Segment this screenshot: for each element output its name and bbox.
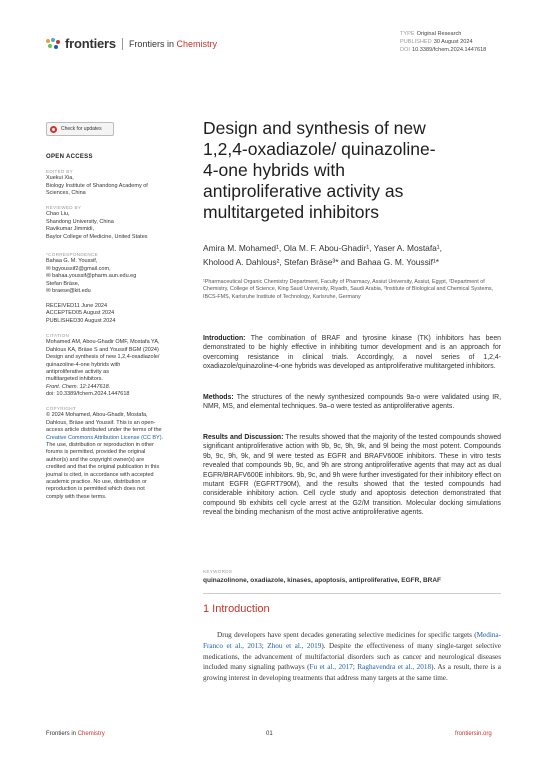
copyright-line: author(s) and the copyright owner(s) are bbox=[46, 456, 145, 463]
footer-journal-prefix: Frontiers in bbox=[46, 731, 77, 737]
abstract-methods-label: Methods: bbox=[203, 394, 234, 401]
abstract-introduction bbox=[203, 334, 501, 372]
abstract-methods-text: The structures of the newly synthesized compounds 9a-o were validated using IR, NMR, MS, and elemental techniques. 9a–o were tested as antiproliferative agents. bbox=[203, 394, 501, 411]
journal-logo[interactable] bbox=[46, 36, 217, 51]
type-label: TYPE bbox=[400, 31, 415, 37]
email-link[interactable]: ✉ bgyoussif2@gmail.com, bbox=[46, 265, 111, 272]
copyright-line: credited and that the original publication in this bbox=[46, 464, 160, 471]
copyright-label: COPYRIGHT bbox=[46, 406, 77, 411]
copyright-line: reproduction is permitted which does not bbox=[46, 486, 145, 493]
footer-journal-name: Chemistry bbox=[77, 731, 105, 737]
page-number: 01 bbox=[266, 731, 273, 737]
article-meta bbox=[400, 30, 486, 54]
footer-journal bbox=[46, 731, 105, 737]
reviewer-line: Ravikumar Jimmidi, bbox=[46, 226, 94, 233]
accepted-label: ACCEPTED bbox=[46, 310, 76, 317]
copyright-line: forums is permitted, provided the original bbox=[46, 449, 146, 456]
abstract-results bbox=[203, 433, 501, 518]
copyright-line: access article distributed under the terms of the bbox=[46, 427, 162, 434]
copyright-line: Dahlous, Bräse and Youssif. This is an open- bbox=[46, 419, 156, 426]
correspondence-block bbox=[46, 251, 186, 295]
article-title: Design and synthesis of new 1,2,4-oxadiazole/ quinazoline-4-one hybrids with antiproliferative activity as multitargeted inhibitors bbox=[203, 118, 436, 222]
reference-link[interactable]: Zhou et al., 2019 bbox=[267, 641, 322, 650]
published-side-label: PUBLISHED bbox=[46, 317, 78, 324]
citation-line: Design and synthesis of new 1,2,4-oxadiazole/ bbox=[46, 354, 160, 361]
citation-line: antiproliferative activity as bbox=[46, 369, 109, 376]
brand-name: frontiers bbox=[65, 36, 116, 51]
accepted-date: 05 August 2024 bbox=[75, 310, 115, 317]
abstract-results-text: The results showed that the majority of the tested compounds showed significant antiproliferative action with 9b, 9c, 9h, 9k, and 9l being the most potent. Compounds 9b, 9c, 9h, 9k, and 9l were tested as EGFR and BRAFV600E inhibitors. These in vitro tests revealed that compounds 9b, 9c, and 9h are strong antiproliferative agents that may act as dual EGFR/BRAFV600E inhibitors. 9b, 9c, and 9h were further investigated for their inhibitory effect on mutant EGFR (EGFRT790M), and the results showed that the tested compounds had considerable inhibitory action. Cell cycle study and apoptosis detection demonstrated that compound 9b exhibits cell cycle arrest at the G2/M transition. Molecular docking simulations reveal the binding mechanism of the most active antiproliferative agents. bbox=[203, 434, 501, 517]
copyright-line: academic practice. No use, distribution or bbox=[46, 479, 147, 486]
citation-line: Mohamed AM, Abou-Ghadir OMF, Mostafa YA, bbox=[46, 339, 160, 346]
citation-line: multitargeted inhibitors. bbox=[46, 376, 103, 383]
frontiers-logo-icon bbox=[46, 38, 62, 50]
abstract-intro-text: The combination of BRAF and tyrosine kinase (TK) inhibitors has been demonstrated to be highly effective in inhibiting tumor development and is an approach for overcoming resistance in clinical trials. Accordingly, a novel series of 1,2,4-oxadiazole/quinazoline-4-one hybrids was developed as antiproliferative multitargeted inhibitors. bbox=[203, 335, 502, 371]
reviewer-line: Chao Liu, bbox=[46, 211, 70, 218]
keywords-label: KEYWORDS bbox=[203, 569, 233, 574]
check-for-updates-button[interactable] bbox=[46, 122, 114, 136]
copyright-line: journal is cited, in accordance with accepted bbox=[46, 471, 154, 478]
correspondent-name: Bahaa G. M. Youssif, bbox=[46, 258, 98, 265]
published-label: PUBLISHED bbox=[400, 39, 432, 45]
journal-name bbox=[129, 39, 217, 49]
reviewed-by-block bbox=[46, 204, 186, 241]
section-heading: 1 Introduction bbox=[203, 603, 270, 615]
reference-link[interactable]: Fu et al., 2017 bbox=[309, 663, 353, 672]
reference-link[interactable]: Raghavendra et al., 2018 bbox=[357, 663, 432, 672]
logo-divider bbox=[122, 38, 123, 50]
edited-by-label: EDITED BY bbox=[46, 169, 73, 174]
dates-block bbox=[46, 303, 186, 325]
citation-block bbox=[46, 332, 186, 399]
open-access-label: OPEN ACCESS bbox=[46, 154, 93, 160]
reviewer-line: Shandong University, China bbox=[46, 218, 114, 225]
authors-line[interactable]: Amira M. Mohamed¹, Ola M. F. Abou-Ghadir¹, Yaser A. Mostafa¹, bbox=[203, 243, 442, 253]
reviewed-by-label: REVIEWED BY bbox=[46, 205, 82, 210]
published-side-date: 30 August 2024 bbox=[77, 317, 116, 324]
reviewer-line: Baylor College of Medicine, United States bbox=[46, 233, 148, 240]
check-updates-label: Check for updates bbox=[61, 126, 102, 132]
citation-line: quinazoline-4-one hybrids with bbox=[46, 361, 121, 368]
keywords: quinazolinone, oxadiazole, kinases, apoptosis, antiproliferative, EGFR, BRAF bbox=[203, 577, 442, 584]
authors-line[interactable]: Kholood A. Dahlous², Stefan Bräse³* and Bahaa G. M. Youssif¹* bbox=[203, 256, 440, 267]
correspondence-label: *CORRESPONDENCE bbox=[46, 252, 98, 257]
update-ring-icon bbox=[50, 126, 57, 133]
author-list bbox=[203, 242, 503, 269]
intro-text: ). As a result, there is a growing interest in developing treatments that address many targets at the same time. bbox=[203, 663, 501, 683]
received-date: 11 June 2024 bbox=[74, 303, 108, 309]
reference-link[interactable]: Medina-Franco et al., 2013 bbox=[203, 631, 501, 650]
editor-line: Sciences, China bbox=[46, 190, 86, 197]
citation-label: CITATION bbox=[46, 333, 70, 338]
journal-title: Chemistry bbox=[176, 38, 217, 49]
copyright-line: © 2024 Mohamed, Abou-Ghadir, Mostafa, bbox=[46, 412, 148, 419]
section-divider bbox=[203, 593, 501, 594]
copyright-block bbox=[46, 405, 186, 501]
citation-doi[interactable]: doi: 10.3389/fchem.2024.1447618 bbox=[46, 391, 130, 398]
copyright-line: The use, distribution or reproduction in other bbox=[46, 442, 154, 449]
intro-text: Drug developers have spent decades generating selective medicines for specific targets ( bbox=[217, 631, 477, 639]
license-link[interactable]: Creative Commons Attribution License (CC BY). bbox=[46, 434, 164, 441]
introduction-paragraph: Drug developers have spent decades generating selective medicines for specific targets (Medina-Franco et al., 2013; Zhou et al., 2019). Despite the effectiveness of many single-target selective medications, the advancement of multifactorial disorders such as cancer and neurological diseases included many signaling pathways (Fu et al., 2017; Raghavendra et al., 2018). As a result, there is a growing interest in developing treatments that address many targets at the same time. bbox=[203, 631, 501, 683]
email-link[interactable]: ✉ bahaa.youssif@pharm.aun.edu.eg bbox=[46, 273, 137, 280]
received-label: RECEIVED bbox=[46, 303, 75, 309]
intro-text: ). Despite the effectiveness of many single-target selective medications, the advancement of multifactorial disorders such as cancer and neurological diseases included many signaling pathways ( bbox=[203, 641, 501, 672]
abstract-results-label: Results and Discussion: bbox=[203, 434, 284, 441]
correspondent-name: Stefan Bräse, bbox=[46, 280, 80, 287]
published-value: 30 August 2024 bbox=[433, 39, 473, 45]
editor-line: Xuekui Xia, bbox=[46, 175, 74, 182]
abstract-intro-label: Introduction: bbox=[203, 335, 246, 342]
abstract-methods bbox=[203, 393, 501, 412]
type-value: Original Research bbox=[416, 31, 462, 37]
doi-link[interactable]: 10.3389/fchem.2024.1447618 bbox=[411, 47, 487, 53]
copyright-line: comply with these terms. bbox=[46, 493, 107, 500]
editor-line: Biology Institute of Shandong Academy of bbox=[46, 182, 148, 189]
journal-prefix: Frontiers in bbox=[128, 38, 174, 49]
affiliations: ¹Pharmaceutical Organic Chemistry Department, Faculty of Pharmacy, Assiut University, Assiut, Egypt, ²Department of Chemistry, College of Science, King Saud University, Riyadh, Saudi Arabia, ³Institute of Biological and Chemical Systems, IBCS-FMS, Karlsruhe Institute of Technology, Karlsruhe, Germany bbox=[203, 279, 494, 300]
email-link[interactable]: ✉ braese@kit.edu bbox=[46, 288, 91, 295]
footer-site-link[interactable]: frontiersin.org bbox=[455, 731, 492, 737]
doi-label: DOI bbox=[400, 47, 410, 53]
citation-line: Dahlous KA, Bräse S and Youssif BGM (2024) bbox=[46, 346, 159, 353]
edited-by-block bbox=[46, 168, 186, 198]
citation-line: Front. Chem. 12:1447618. bbox=[46, 383, 111, 390]
